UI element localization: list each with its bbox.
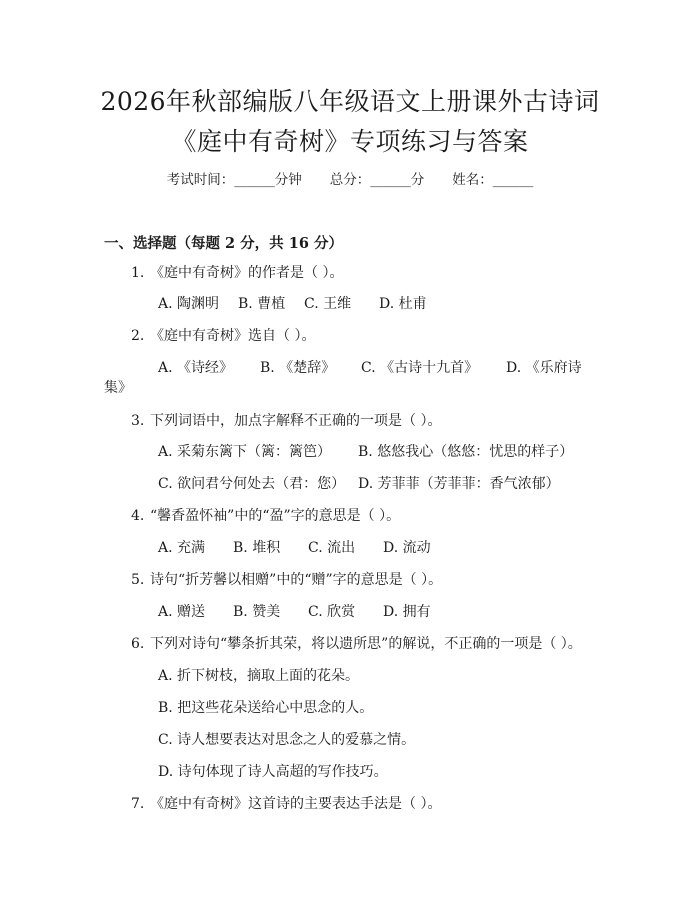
question-6 (131, 633, 582, 653)
option-d: D. 拥有 (383, 604, 431, 620)
option-c: C. 欲问君兮何处去（君：您） (158, 476, 346, 492)
section-heading-multiple-choice: 一、选择题（每题 2 分，共 16 分） (104, 235, 343, 252)
exam-info-row (0, 168, 700, 188)
question-7 (131, 793, 441, 813)
question-6-option-d: D. 诗句体现了诗人高超的写作技巧。 (158, 764, 388, 780)
total-score-field: 总分：______分 (329, 172, 425, 188)
question-2-options (158, 357, 582, 377)
question-text: 《庭中有奇树》的作者是（ ）。 (150, 265, 344, 281)
option-a: A. 《诗经》 (158, 360, 234, 376)
option-d: D. 杜甫 (379, 296, 427, 312)
option-c: C. 欣赏 (308, 604, 356, 620)
question-1 (131, 262, 343, 282)
option-b: B. 曹植 (238, 296, 286, 312)
question-6-option-a: A. 折下树枝，摘取上面的花朵。 (158, 668, 360, 684)
option-d-continuation: 集》 (104, 380, 132, 396)
question-number: 7. (131, 796, 145, 812)
question-2 (131, 325, 315, 345)
question-number: 1. (131, 265, 145, 281)
question-3-options-row1 (158, 441, 573, 461)
option-c: C. 《古诗十九首》 (361, 360, 479, 376)
page-title-line2: 《庭中有奇树》专项练习与答案 (171, 127, 529, 156)
question-3-options-row2 (158, 473, 560, 493)
option-d: D. 芳菲菲（芳菲菲：香气浓郁） (358, 476, 560, 492)
question-text: 《庭中有奇树》这首诗的主要表达手法是（ ）。 (150, 796, 442, 812)
question-5-options (158, 601, 431, 621)
option-a: A. 采菊东篱下（篱：篱笆） (158, 444, 332, 460)
option-b: B. 悠悠我心（悠悠：忧思的样子） (358, 444, 574, 460)
student-name-field: 姓名：______ (452, 172, 534, 188)
question-text: 下列对诗句“攀条折其荣，将以遗所思”的解说，不正确的一项是（ ）。 (150, 636, 582, 652)
question-text: “馨香盈怀袖”中的“盈”字的意思是（ ）。 (150, 508, 401, 524)
option-b: B. 赞美 (233, 604, 281, 620)
option-c: C. 王维 (304, 296, 352, 312)
question-4-options (158, 537, 431, 557)
question-1-options (158, 293, 427, 313)
option-b: B. 《楚辞》 (260, 360, 336, 376)
option-c: C. 流出 (308, 540, 356, 556)
exam-time-field: 考试时间：______分钟 (166, 172, 302, 188)
question-number: 6. (131, 636, 145, 652)
question-text: 下列词语中，加点字解释不正确的一项是（ ）。 (150, 413, 442, 429)
question-4 (131, 505, 400, 525)
question-6-option-b: B. 把这些花朵送给心中思念的人。 (158, 700, 374, 716)
question-text: 诗句“折芳馨以相赠”中的“赠”字的意思是（ ）。 (150, 572, 443, 588)
question-text: 《庭中有奇树》选自（ ）。 (150, 328, 316, 344)
question-number: 4. (131, 508, 145, 524)
option-d: D. 流动 (383, 540, 431, 556)
question-3 (131, 410, 441, 430)
question-number: 5. (131, 572, 145, 588)
option-a: A. 赠送 (158, 604, 206, 620)
option-d: D. 《乐府诗 (506, 360, 582, 376)
question-number: 2. (131, 328, 145, 344)
page-title-line1: 2026年秋部编版八年级语文上册课外古诗词 (100, 87, 600, 116)
question-5 (131, 569, 442, 589)
option-a: A. 充满 (158, 540, 206, 556)
option-b: B. 堆积 (233, 540, 281, 556)
question-6-option-c: C. 诗人想要表达对思念之人的爱慕之情。 (158, 732, 416, 748)
option-a: A. 陶渊明 (158, 296, 220, 312)
question-number: 3. (131, 413, 145, 429)
